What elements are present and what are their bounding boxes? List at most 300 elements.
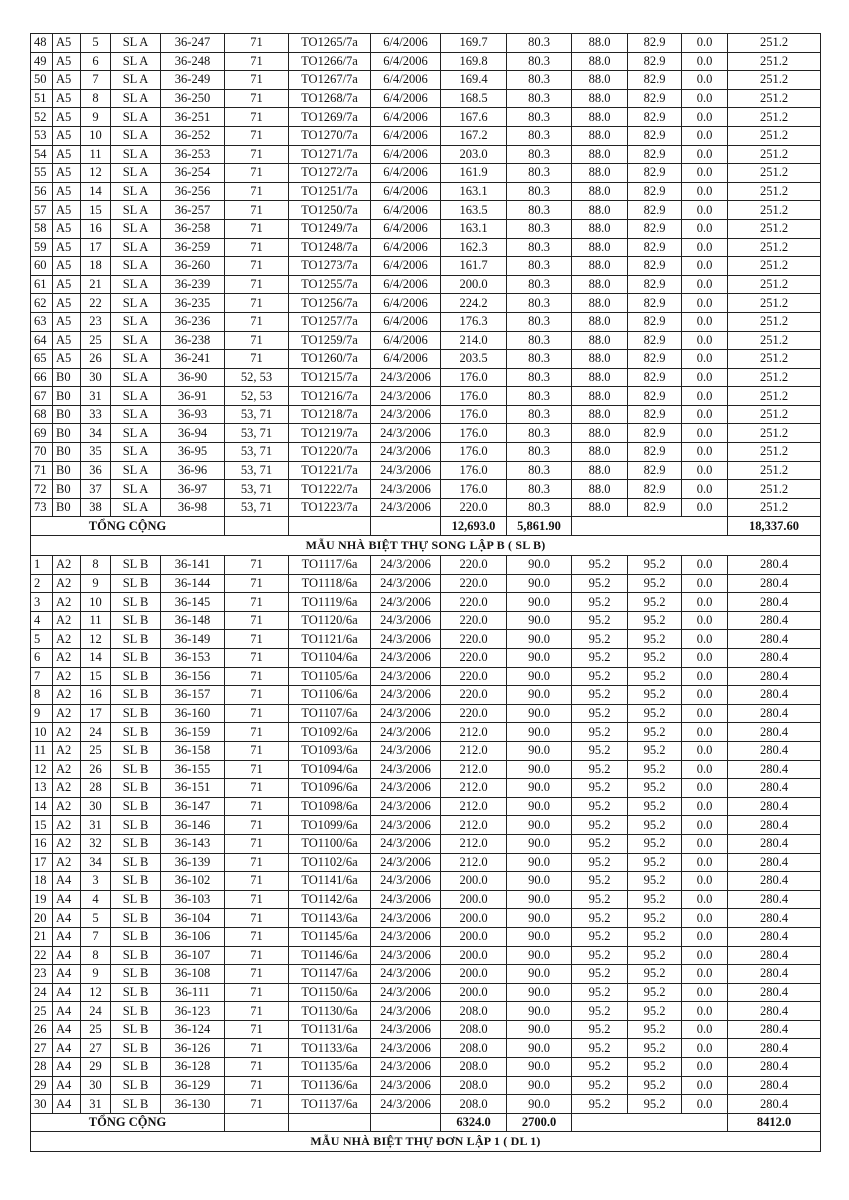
cell-block: A5 bbox=[53, 275, 81, 294]
cell-floor-area-2: 82.9 bbox=[628, 405, 682, 424]
cell-block: A4 bbox=[53, 872, 81, 891]
cell-floor-area-1: 95.2 bbox=[572, 797, 628, 816]
cell-floor-area-3: 0.0 bbox=[682, 1058, 728, 1077]
cell-block: A5 bbox=[53, 257, 81, 276]
cell-parcel: 36-103 bbox=[161, 890, 225, 909]
cell-type: SL B bbox=[111, 686, 161, 705]
cell-cert-no: TO1266/7a bbox=[289, 52, 371, 71]
cell-land-area: 176.0 bbox=[441, 480, 507, 499]
cell-date: 24/3/2006 bbox=[371, 1058, 441, 1077]
cell-stt: 8 bbox=[31, 686, 53, 705]
cell-floor-area-2: 82.9 bbox=[628, 108, 682, 127]
cell-date: 24/3/2006 bbox=[371, 630, 441, 649]
cell-construction-area: 90.0 bbox=[507, 649, 572, 668]
cell-map-sheet: 71 bbox=[225, 909, 289, 928]
cell-map-sheet: 71 bbox=[225, 741, 289, 760]
cell-date: 24/3/2006 bbox=[371, 760, 441, 779]
cell-floor-area-3: 0.0 bbox=[682, 760, 728, 779]
table-row bbox=[31, 797, 821, 816]
cell-date: 24/3/2006 bbox=[371, 387, 441, 406]
table-row bbox=[31, 201, 821, 220]
section-title: MẪU NHÀ BIỆT THỰ ĐƠN LẬP 1 ( DL 1) bbox=[31, 1132, 821, 1152]
cell-cert-no: TO1131/6a bbox=[289, 1020, 371, 1039]
cell-lot: 12 bbox=[81, 630, 111, 649]
cell-floor-area-2: 95.2 bbox=[628, 1002, 682, 1021]
cell-stt: 53 bbox=[31, 126, 53, 145]
cell-floor-area-2: 82.9 bbox=[628, 312, 682, 331]
cell-date: 24/3/2006 bbox=[371, 461, 441, 480]
cell-total-floor-area: 251.2 bbox=[728, 331, 821, 350]
cell-stt: 2 bbox=[31, 574, 53, 593]
cell-date: 6/4/2006 bbox=[371, 275, 441, 294]
table-row bbox=[31, 126, 821, 145]
cell-block: A2 bbox=[53, 741, 81, 760]
cell-floor-area-1: 88.0 bbox=[572, 164, 628, 183]
table-row bbox=[31, 965, 821, 984]
cell-floor-area-2: 82.9 bbox=[628, 480, 682, 499]
cell-block: A5 bbox=[53, 34, 81, 53]
cell-parcel: 36-128 bbox=[161, 1058, 225, 1077]
cell-map-sheet: 71 bbox=[225, 574, 289, 593]
cell-date: 24/3/2006 bbox=[371, 1095, 441, 1114]
cell-lot: 3 bbox=[81, 872, 111, 891]
cell-parcel: 36-253 bbox=[161, 145, 225, 164]
total-construction-area: 5,861.90 bbox=[507, 517, 572, 536]
cell-land-area: 212.0 bbox=[441, 779, 507, 798]
cell-floor-area-1: 95.2 bbox=[572, 741, 628, 760]
cell-lot: 31 bbox=[81, 1095, 111, 1114]
cell-block: A2 bbox=[53, 667, 81, 686]
cell-floor-area-3: 0.0 bbox=[682, 686, 728, 705]
total-land-area: 12,693.0 bbox=[441, 517, 507, 536]
cell-type: SL B bbox=[111, 574, 161, 593]
cell-parcel: 36-259 bbox=[161, 238, 225, 257]
cell-map-sheet: 71 bbox=[225, 797, 289, 816]
cell-construction-area: 80.3 bbox=[507, 34, 572, 53]
cell-floor-area-2: 95.2 bbox=[628, 593, 682, 612]
cell-floor-area-3: 0.0 bbox=[682, 593, 728, 612]
cell-map-sheet: 71 bbox=[225, 890, 289, 909]
cell-parcel: 36-91 bbox=[161, 387, 225, 406]
cell-map-sheet: 71 bbox=[225, 257, 289, 276]
cell-block: A5 bbox=[53, 312, 81, 331]
table-row bbox=[31, 574, 821, 593]
cell-construction-area: 90.0 bbox=[507, 816, 572, 835]
cell-stt: 21 bbox=[31, 927, 53, 946]
cell-block: A5 bbox=[53, 89, 81, 108]
cell-type: SL B bbox=[111, 1020, 161, 1039]
cell-map-sheet: 53, 71 bbox=[225, 424, 289, 443]
cell-floor-area-1: 88.0 bbox=[572, 238, 628, 257]
cell-block: A2 bbox=[53, 630, 81, 649]
cell-block: A2 bbox=[53, 853, 81, 872]
cell-floor-area-2: 95.2 bbox=[628, 667, 682, 686]
cell-land-area: 203.0 bbox=[441, 145, 507, 164]
table-row bbox=[31, 723, 821, 742]
cell-floor-area-3: 0.0 bbox=[682, 704, 728, 723]
cell-floor-area-1: 95.2 bbox=[572, 853, 628, 872]
cell-parcel: 36-151 bbox=[161, 779, 225, 798]
cell-stt: 64 bbox=[31, 331, 53, 350]
table-row bbox=[31, 52, 821, 71]
cell-block: A4 bbox=[53, 946, 81, 965]
cell-map-sheet: 71 bbox=[225, 164, 289, 183]
cell-lot: 15 bbox=[81, 667, 111, 686]
table-row bbox=[31, 350, 821, 369]
cell-map-sheet: 71 bbox=[225, 779, 289, 798]
cell-floor-area-1: 88.0 bbox=[572, 145, 628, 164]
cell-stt: 57 bbox=[31, 201, 53, 220]
cell-date: 6/4/2006 bbox=[371, 219, 441, 238]
cell-total-floor-area: 280.4 bbox=[728, 816, 821, 835]
cell-construction-area: 90.0 bbox=[507, 1002, 572, 1021]
cell-map-sheet: 71 bbox=[225, 1058, 289, 1077]
cell-cert-no: TO1255/7a bbox=[289, 275, 371, 294]
table-row bbox=[31, 1020, 821, 1039]
cell-cert-no: TO1249/7a bbox=[289, 219, 371, 238]
cell-block: A4 bbox=[53, 965, 81, 984]
cell-land-area: 200.0 bbox=[441, 946, 507, 965]
cell-date: 24/3/2006 bbox=[371, 1002, 441, 1021]
cell-land-area: 169.7 bbox=[441, 34, 507, 53]
cell-stt: 9 bbox=[31, 704, 53, 723]
cell-parcel: 36-254 bbox=[161, 164, 225, 183]
cell-parcel: 36-235 bbox=[161, 294, 225, 313]
cell-date: 6/4/2006 bbox=[371, 164, 441, 183]
cell-floor-area-1: 88.0 bbox=[572, 480, 628, 499]
cell-type: SL B bbox=[111, 649, 161, 668]
cell-type: SL B bbox=[111, 667, 161, 686]
cell-floor-area-3: 0.0 bbox=[682, 89, 728, 108]
cell-type: SL A bbox=[111, 498, 161, 517]
cell-floor-area-2: 82.9 bbox=[628, 219, 682, 238]
cell-land-area: 220.0 bbox=[441, 630, 507, 649]
cell-construction-area: 90.0 bbox=[507, 909, 572, 928]
cell-land-area: 220.0 bbox=[441, 611, 507, 630]
cell-construction-area: 80.3 bbox=[507, 238, 572, 257]
cell-floor-area-2: 82.9 bbox=[628, 443, 682, 462]
cell-stt: 48 bbox=[31, 34, 53, 53]
cell-cert-no: TO1147/6a bbox=[289, 965, 371, 984]
table-row bbox=[31, 480, 821, 499]
cell-total-floor-area: 280.4 bbox=[728, 593, 821, 612]
villa-register-table bbox=[30, 33, 821, 1152]
cell-date: 24/3/2006 bbox=[371, 723, 441, 742]
cell-date: 24/3/2006 bbox=[371, 424, 441, 443]
cell-cert-no: TO1093/6a bbox=[289, 741, 371, 760]
cell-lot: 28 bbox=[81, 779, 111, 798]
cell-floor-area-2: 82.9 bbox=[628, 498, 682, 517]
table-row bbox=[31, 89, 821, 108]
cell-floor-area-1: 95.2 bbox=[572, 946, 628, 965]
cell-total-floor-area: 280.4 bbox=[728, 686, 821, 705]
cell-floor-area-3: 0.0 bbox=[682, 649, 728, 668]
cell-type: SL A bbox=[111, 182, 161, 201]
cell-stt: 12 bbox=[31, 760, 53, 779]
cell-floor-area-2: 95.2 bbox=[628, 1039, 682, 1058]
cell-map-sheet: 71 bbox=[225, 145, 289, 164]
cell-construction-area: 90.0 bbox=[507, 556, 572, 575]
cell-type: SL A bbox=[111, 34, 161, 53]
cell-floor-area-2: 95.2 bbox=[628, 853, 682, 872]
cell-floor-area-2: 82.9 bbox=[628, 89, 682, 108]
cell-lot: 15 bbox=[81, 201, 111, 220]
cell-land-area: 208.0 bbox=[441, 1095, 507, 1114]
sl-a-total bbox=[31, 517, 821, 556]
cell-construction-area: 80.3 bbox=[507, 461, 572, 480]
cell-lot: 10 bbox=[81, 126, 111, 145]
cell-floor-area-3: 0.0 bbox=[682, 574, 728, 593]
cell-cert-no: TO1218/7a bbox=[289, 405, 371, 424]
cell-date: 6/4/2006 bbox=[371, 238, 441, 257]
cell-total-floor-area: 251.2 bbox=[728, 145, 821, 164]
table-row bbox=[31, 890, 821, 909]
table-row bbox=[31, 387, 821, 406]
cell-construction-area: 90.0 bbox=[507, 1076, 572, 1095]
cell-floor-area-1: 88.0 bbox=[572, 89, 628, 108]
cell-construction-area: 80.3 bbox=[507, 182, 572, 201]
cell-type: SL A bbox=[111, 108, 161, 127]
cell-map-sheet: 71 bbox=[225, 201, 289, 220]
table-row bbox=[31, 649, 821, 668]
cell-total-floor-area: 280.4 bbox=[728, 779, 821, 798]
cell-total-floor-area: 251.2 bbox=[728, 498, 821, 517]
cell-land-area: 212.0 bbox=[441, 834, 507, 853]
cell-floor-area-3: 0.0 bbox=[682, 405, 728, 424]
cell-floor-area-2: 82.9 bbox=[628, 71, 682, 90]
cell-construction-area: 90.0 bbox=[507, 686, 572, 705]
cell-map-sheet: 71 bbox=[225, 686, 289, 705]
cell-total-floor-area: 251.2 bbox=[728, 108, 821, 127]
cell-stt: 52 bbox=[31, 108, 53, 127]
cell-cert-no: TO1145/6a bbox=[289, 927, 371, 946]
cell-land-area: 208.0 bbox=[441, 1039, 507, 1058]
table-row bbox=[31, 182, 821, 201]
cell-block: A2 bbox=[53, 593, 81, 612]
cell-land-area: 163.1 bbox=[441, 182, 507, 201]
cell-parcel: 36-248 bbox=[161, 52, 225, 71]
cell-parcel: 36-158 bbox=[161, 741, 225, 760]
cell-floor-area-1: 95.2 bbox=[572, 723, 628, 742]
cell-floor-area-3: 0.0 bbox=[682, 52, 728, 71]
cell-parcel: 36-239 bbox=[161, 275, 225, 294]
total-row bbox=[31, 517, 821, 536]
cell-type: SL A bbox=[111, 201, 161, 220]
cell-stt: 28 bbox=[31, 1058, 53, 1077]
cell-block: A5 bbox=[53, 182, 81, 201]
cell-parcel: 36-97 bbox=[161, 480, 225, 499]
table-row bbox=[31, 593, 821, 612]
cell-parcel: 36-98 bbox=[161, 498, 225, 517]
cell-floor-area-3: 0.0 bbox=[682, 238, 728, 257]
cell-cert-no: TO1119/6a bbox=[289, 593, 371, 612]
cell-land-area: 208.0 bbox=[441, 1076, 507, 1095]
cell-stt: 29 bbox=[31, 1076, 53, 1095]
cell-lot: 11 bbox=[81, 145, 111, 164]
cell-floor-area-3: 0.0 bbox=[682, 1002, 728, 1021]
cell-floor-area-2: 82.9 bbox=[628, 126, 682, 145]
cell-floor-area-1: 88.0 bbox=[572, 312, 628, 331]
cell-map-sheet: 71 bbox=[225, 1095, 289, 1114]
cell-parcel: 36-94 bbox=[161, 424, 225, 443]
cell-lot: 25 bbox=[81, 331, 111, 350]
cell-type: SL B bbox=[111, 965, 161, 984]
cell-parcel: 36-157 bbox=[161, 686, 225, 705]
cell-stt: 60 bbox=[31, 257, 53, 276]
cell-lot: 30 bbox=[81, 1076, 111, 1095]
cell-floor-area-3: 0.0 bbox=[682, 909, 728, 928]
cell-stt: 6 bbox=[31, 649, 53, 668]
cell-total-floor-area: 280.4 bbox=[728, 649, 821, 668]
cell-block: A5 bbox=[53, 238, 81, 257]
cell-construction-area: 80.3 bbox=[507, 275, 572, 294]
cell-cert-no: TO1146/6a bbox=[289, 946, 371, 965]
cell-floor-area-2: 82.9 bbox=[628, 52, 682, 71]
cell-total-floor-area: 251.2 bbox=[728, 294, 821, 313]
cell-parcel: 36-144 bbox=[161, 574, 225, 593]
section-title-row bbox=[31, 1132, 821, 1152]
cell-type: SL B bbox=[111, 890, 161, 909]
cell-floor-area-1: 95.2 bbox=[572, 816, 628, 835]
cell-lot: 24 bbox=[81, 723, 111, 742]
cell-parcel: 36-241 bbox=[161, 350, 225, 369]
cell-map-sheet: 53, 71 bbox=[225, 461, 289, 480]
cell-cert-no: TO1150/6a bbox=[289, 983, 371, 1002]
cell-block: A2 bbox=[53, 816, 81, 835]
cell-block: A4 bbox=[53, 1058, 81, 1077]
table-row bbox=[31, 760, 821, 779]
cell-floor-area-3: 0.0 bbox=[682, 983, 728, 1002]
cell-type: SL B bbox=[111, 816, 161, 835]
cell-floor-area-3: 0.0 bbox=[682, 927, 728, 946]
cell-date: 24/3/2006 bbox=[371, 890, 441, 909]
cell-date: 24/3/2006 bbox=[371, 853, 441, 872]
table-row bbox=[31, 834, 821, 853]
cell-land-area: 176.0 bbox=[441, 424, 507, 443]
cell-construction-area: 90.0 bbox=[507, 593, 572, 612]
cell-type: SL A bbox=[111, 238, 161, 257]
cell-floor-area-2: 82.9 bbox=[628, 257, 682, 276]
cell-floor-area-1: 95.2 bbox=[572, 1076, 628, 1095]
cell-parcel: 36-108 bbox=[161, 965, 225, 984]
cell-cert-no: TO1270/7a bbox=[289, 126, 371, 145]
cell-total-floor-area: 280.4 bbox=[728, 927, 821, 946]
cell-floor-area-2: 82.9 bbox=[628, 424, 682, 443]
cell-type: SL B bbox=[111, 946, 161, 965]
cell-stt: 22 bbox=[31, 946, 53, 965]
cell-floor-area-2: 95.2 bbox=[628, 983, 682, 1002]
cell-cert-no: TO1136/6a bbox=[289, 1076, 371, 1095]
cell-cert-no: TO1251/7a bbox=[289, 182, 371, 201]
cell-type: SL B bbox=[111, 872, 161, 891]
cell-construction-area: 80.3 bbox=[507, 405, 572, 424]
cell-stt: 63 bbox=[31, 312, 53, 331]
cell-floor-area-1: 95.2 bbox=[572, 760, 628, 779]
table-row bbox=[31, 1058, 821, 1077]
cell-construction-area: 80.3 bbox=[507, 443, 572, 462]
cell-block: A5 bbox=[53, 126, 81, 145]
cell-floor-area-3: 0.0 bbox=[682, 294, 728, 313]
cell-construction-area: 90.0 bbox=[507, 760, 572, 779]
cell-stt: 71 bbox=[31, 461, 53, 480]
cell-floor-area-3: 0.0 bbox=[682, 834, 728, 853]
cell-cert-no: TO1135/6a bbox=[289, 1058, 371, 1077]
cell-floor-area-1: 95.2 bbox=[572, 1039, 628, 1058]
cell-total-floor-area: 251.2 bbox=[728, 34, 821, 53]
cell-total-floor-area: 251.2 bbox=[728, 368, 821, 387]
cell-floor-area-1: 88.0 bbox=[572, 405, 628, 424]
cell-floor-area-1: 95.2 bbox=[572, 1002, 628, 1021]
cell-floor-area-3: 0.0 bbox=[682, 219, 728, 238]
cell-construction-area: 80.3 bbox=[507, 108, 572, 127]
cell-lot: 12 bbox=[81, 164, 111, 183]
cell-stt: 19 bbox=[31, 890, 53, 909]
cell-floor-area-3: 0.0 bbox=[682, 257, 728, 276]
cell-total-floor-area: 251.2 bbox=[728, 387, 821, 406]
cell-parcel: 36-252 bbox=[161, 126, 225, 145]
cell-floor-area-3: 0.0 bbox=[682, 331, 728, 350]
cell-date: 6/4/2006 bbox=[371, 71, 441, 90]
cell-block: B0 bbox=[53, 443, 81, 462]
cell-construction-area: 80.3 bbox=[507, 387, 572, 406]
cell-lot: 4 bbox=[81, 890, 111, 909]
cell-parcel: 36-145 bbox=[161, 593, 225, 612]
cell-type: SL B bbox=[111, 797, 161, 816]
cell-date: 24/3/2006 bbox=[371, 909, 441, 928]
cell-total-floor-area: 251.2 bbox=[728, 238, 821, 257]
cell-total-floor-area: 280.4 bbox=[728, 574, 821, 593]
cell-stt: 16 bbox=[31, 834, 53, 853]
cell-type: SL B bbox=[111, 1039, 161, 1058]
cell-floor-area-1: 95.2 bbox=[572, 630, 628, 649]
cell-land-area: 176.3 bbox=[441, 312, 507, 331]
cell-floor-area-2: 82.9 bbox=[628, 350, 682, 369]
cell-type: SL A bbox=[111, 368, 161, 387]
cell-parcel: 36-104 bbox=[161, 909, 225, 928]
cell-parcel: 36-102 bbox=[161, 872, 225, 891]
cell-land-area: 162.3 bbox=[441, 238, 507, 257]
cell-construction-area: 80.3 bbox=[507, 424, 572, 443]
cell-floor-area-2: 82.9 bbox=[628, 461, 682, 480]
cell-lot: 5 bbox=[81, 34, 111, 53]
cell-lot: 26 bbox=[81, 350, 111, 369]
cell-lot: 34 bbox=[81, 853, 111, 872]
cell-date: 24/3/2006 bbox=[371, 1076, 441, 1095]
cell-type: SL A bbox=[111, 257, 161, 276]
cell-stt: 5 bbox=[31, 630, 53, 649]
cell-floor-area-2: 82.9 bbox=[628, 368, 682, 387]
cell-stt: 14 bbox=[31, 797, 53, 816]
cell-map-sheet: 71 bbox=[225, 312, 289, 331]
cell-floor-area-1: 88.0 bbox=[572, 350, 628, 369]
cell-block: A4 bbox=[53, 1095, 81, 1114]
cell-date: 6/4/2006 bbox=[371, 89, 441, 108]
cell-map-sheet: 52, 53 bbox=[225, 368, 289, 387]
cell-cert-no: TO1260/7a bbox=[289, 350, 371, 369]
cell-stt: 25 bbox=[31, 1002, 53, 1021]
cell-lot: 9 bbox=[81, 965, 111, 984]
cell-map-sheet: 71 bbox=[225, 331, 289, 350]
cell-parcel: 36-256 bbox=[161, 182, 225, 201]
cell-floor-area-3: 0.0 bbox=[682, 368, 728, 387]
cell-floor-area-3: 0.0 bbox=[682, 872, 728, 891]
cell-stt: 65 bbox=[31, 350, 53, 369]
cell-floor-area-1: 88.0 bbox=[572, 294, 628, 313]
table-row bbox=[31, 1002, 821, 1021]
cell-type: SL A bbox=[111, 294, 161, 313]
cell-parcel: 36-124 bbox=[161, 1020, 225, 1039]
cell-parcel: 36-257 bbox=[161, 201, 225, 220]
